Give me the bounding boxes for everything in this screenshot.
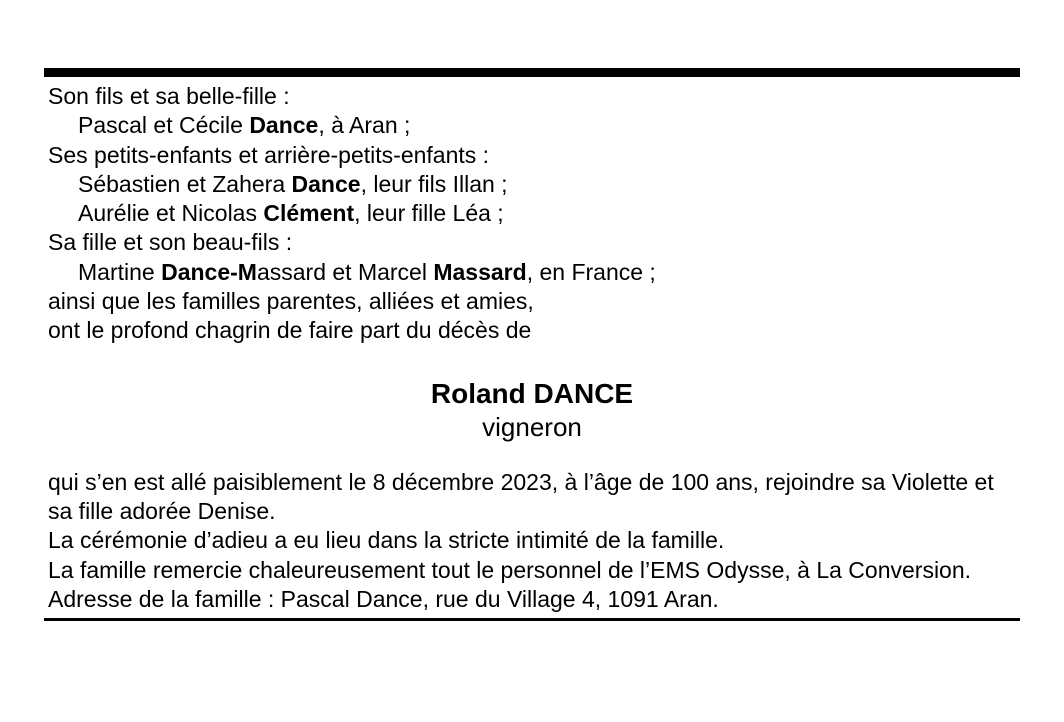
family-line — [48, 258, 1020, 287]
line-text: assard et Marcel — [256, 258, 434, 285]
line-text: Ses petits-enfants et arrière-petits-enfants : — [48, 141, 490, 168]
line-text: , leur fille Léa ; — [354, 200, 504, 227]
line-text: , à Aran ; — [318, 112, 411, 139]
line-text: , leur fils Illan ; — [360, 170, 508, 197]
family-line — [48, 170, 1020, 199]
deceased-occupation: vigneron — [482, 411, 582, 442]
family-line — [48, 199, 1020, 228]
line-text: Sébastien et Zahera — [78, 170, 292, 197]
top-rule — [44, 68, 1020, 77]
deceased-name: Roland DANCE — [430, 377, 634, 409]
bottom-rule — [44, 618, 1020, 621]
surname-text: Dance — [249, 112, 319, 139]
closing-paragraph: qui s’en est allé paisiblement le 8 décembre 2023, à l’âge de 100 ans, rejoindre sa Violette et sa fille adorée Denise. — [48, 468, 994, 524]
line-text: Martine — [78, 258, 162, 285]
line-text: Sa fille et son beau-fils : — [48, 229, 293, 256]
closing-paragraph: La cérémonie d’adieu a eu lieu dans la stricte intimité de la famille. — [48, 527, 725, 554]
line-text: ont le profond chagrin de faire part du décès de — [48, 317, 532, 344]
family-line — [48, 316, 1020, 345]
family-list — [44, 77, 1020, 346]
line-text: Aurélie et Nicolas — [78, 200, 264, 227]
obituary-notice — [44, 68, 1020, 621]
deceased-block — [44, 377, 1020, 443]
family-address: Adresse de la famille : Pascal Dance, rue du Village 4, 1091 Aran. — [48, 585, 719, 612]
closing-paragraph: La famille remercie chaleureusement tout le personnel de l’EMS Odysse, à La Conversion. — [48, 556, 972, 583]
surname-text: Dance-M — [161, 258, 257, 285]
surname-text: Massard — [433, 258, 527, 285]
line-text: , en France ; — [526, 258, 656, 285]
family-line — [48, 287, 1020, 316]
line-text: ainsi que les familles parentes, alliées et amies, — [48, 288, 534, 315]
line-text: Son fils et sa belle-fille : — [48, 83, 290, 109]
surname-text: Clément — [263, 200, 355, 227]
family-line — [48, 141, 1020, 170]
surname-text: Dance — [291, 170, 361, 197]
family-line — [48, 228, 1020, 257]
line-text: Pascal et Cécile — [78, 112, 250, 139]
family-line — [48, 111, 1020, 140]
family-line — [48, 82, 1020, 111]
closing-text — [44, 468, 1020, 618]
